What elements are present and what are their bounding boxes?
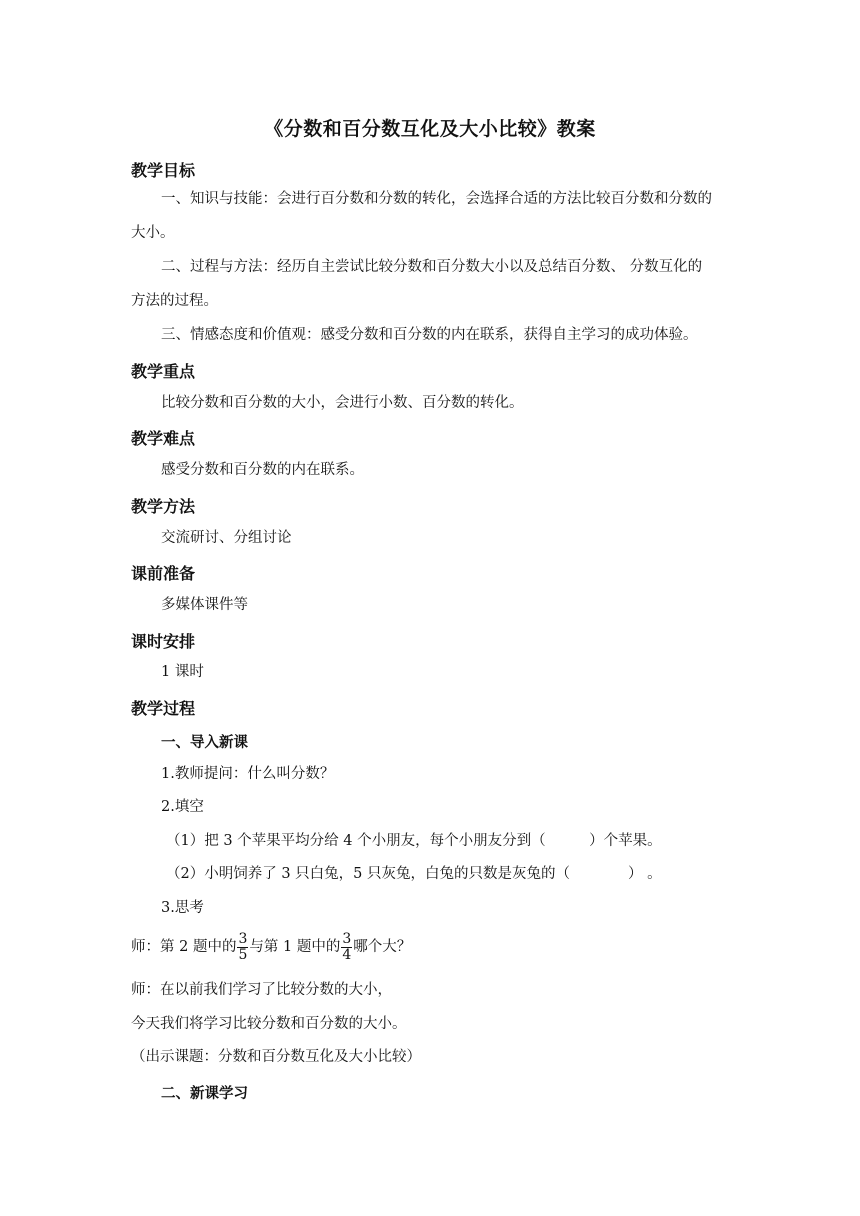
fraction-denominator: 4 xyxy=(342,946,352,963)
think-line xyxy=(131,930,411,964)
teacher-remark: 师：在以前我们学习了比较分数的大小， xyxy=(131,982,392,998)
heading-process: 教学过程 xyxy=(131,699,196,718)
fraction-denominator: 5 xyxy=(238,946,248,963)
intro-question-2a: （1）把 3 个苹果平均分给 4 个小朋友，每个小朋友分到（ ）个苹果。 xyxy=(166,833,662,849)
preparation-text: 多媒体课件等 xyxy=(161,597,248,613)
methods-text: 交流研讨、分组讨论 xyxy=(161,530,292,546)
fraction-three-quarters xyxy=(341,932,352,963)
think-mid: 与第 1 题中的 xyxy=(249,939,341,955)
heading-goals: 教学目标 xyxy=(131,161,196,180)
think-suffix: 哪个大？ xyxy=(353,939,412,955)
intro-question-1: 1.教师提问：什么叫分数？ xyxy=(161,766,335,782)
heading-schedule: 课时安排 xyxy=(131,632,196,651)
document-title: 《分数和百分数互化及大小比较》教案 xyxy=(264,118,596,140)
heading-methods: 教学方法 xyxy=(131,497,196,516)
today-remark: 今天我们将学习比较分数和百分数的大小。 xyxy=(131,1016,407,1032)
heading-difficulties: 教学难点 xyxy=(131,429,196,448)
key-points-text: 比较分数和百分数的大小，会进行小数、百分数的转化。 xyxy=(161,395,524,411)
subheading-intro: 一、导入新课 xyxy=(161,735,248,751)
goal-2-line-1: 二、过程与方法：经历自主尝试比较分数和百分数大小以及总结百分数、 分数互化的 xyxy=(161,259,703,275)
goal-3: 三、情感态度和价值观：感受分数和百分数的内在联系，获得自主学习的成功体验。 xyxy=(161,327,698,343)
think-prefix: 师：第 2 题中的 xyxy=(131,939,237,955)
intro-question-3: 3.思考 xyxy=(161,900,204,916)
goal-1-line-1: 一、知识与技能：会进行百分数和分数的转化，会选择合适的方法比较百分数和分数的 xyxy=(161,191,712,207)
subheading-new-lesson: 二、新课学习 xyxy=(161,1086,248,1102)
fraction-numerator: 3 xyxy=(238,930,248,947)
show-topic: （出示课题：分数和百分数互化及大小比较） xyxy=(131,1049,421,1065)
goal-1-line-2: 大小。 xyxy=(131,225,175,241)
fraction-numerator: 3 xyxy=(342,930,352,947)
difficulties-text: 感受分数和百分数的内在联系。 xyxy=(161,462,364,478)
heading-key-points: 教学重点 xyxy=(131,362,196,381)
heading-preparation: 课前准备 xyxy=(131,564,196,583)
intro-question-2: 2.填空 xyxy=(161,799,204,815)
schedule-text: 1 课时 xyxy=(161,664,204,680)
intro-question-2b: （2）小明饲养了 3 只白兔，5 只灰兔，白兔的只数是灰兔的（ ） 。 xyxy=(166,866,662,882)
goal-2-line-2: 方法的过程。 xyxy=(131,293,218,309)
fraction-three-fifths xyxy=(237,932,248,963)
